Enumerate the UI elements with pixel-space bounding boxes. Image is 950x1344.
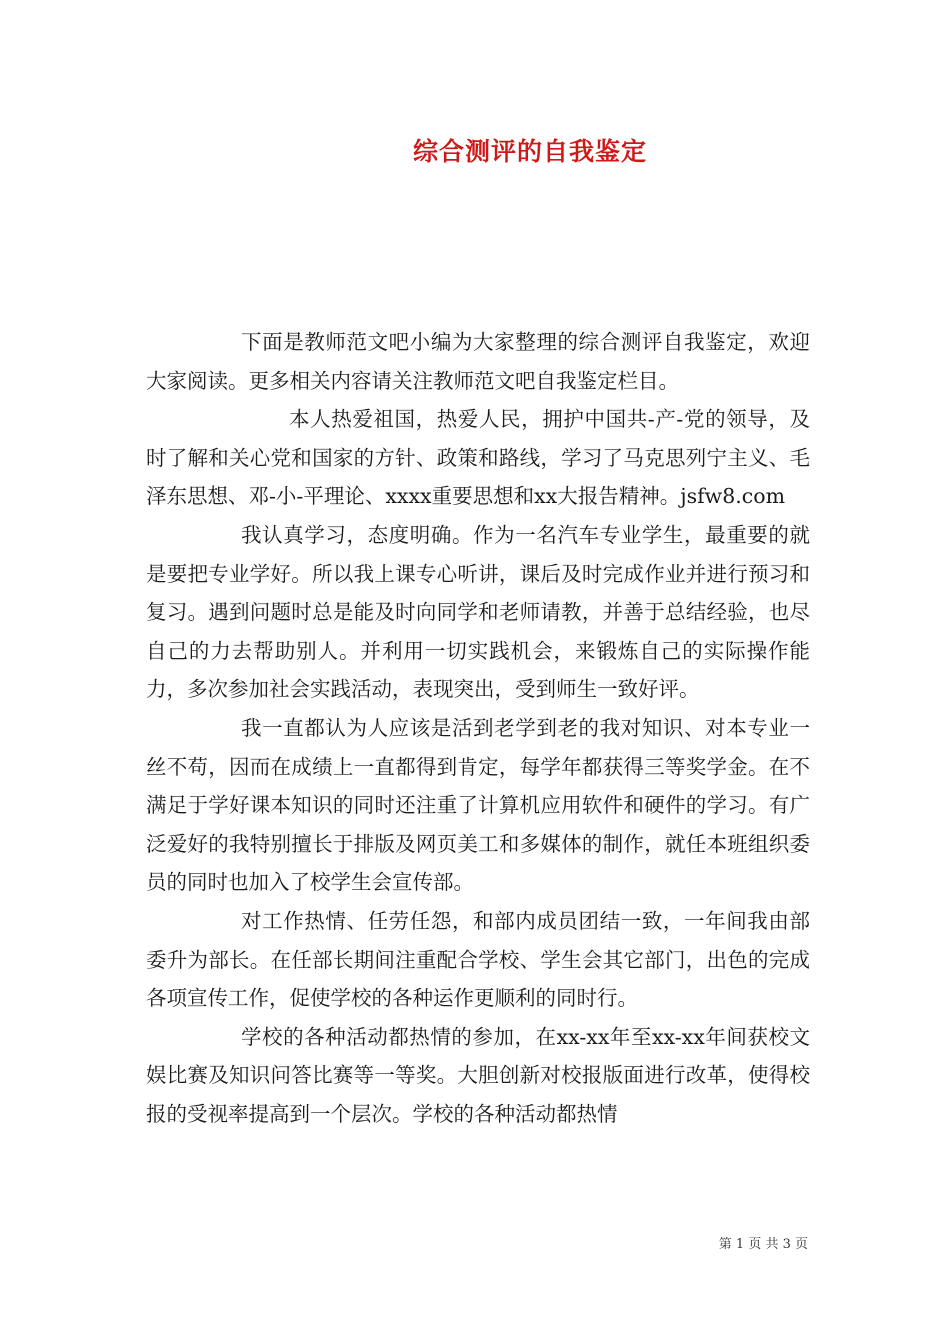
paragraph-patriotism: 本人热爱祖国，热爱人民，拥护中国共-产-党的领导，及时了解和关心党和国家的方针、政策和路线，学习了马克思列宁主义、毛泽东思想、邓-小-平理论、xxxx重要思想和xx大报告精神。jsfw8.com	[146, 407, 810, 509]
paragraph-study: 我认真学习，态度明确。作为一名汽车专业学生，最重要的就是要把专业学好。所以我上课专心听讲，课后及时完成作业并进行预习和复习。遇到问题时总是能及时向同学和老师请教，并善于总结经验，也尽自己的力去帮助别人。并利用一切实践机会，来锻炼自己的实际操作能力，多次参加社会实践活动，表现突出，受到师生一致好评。	[146, 522, 810, 702]
document-body	[146, 323, 810, 1133]
document-title: 综合测评的自我鉴定	[412, 137, 647, 166]
paragraph-activities: 学校的各种活动都热情的参加，在xx-xx年至xx-xx年间获校文娱比赛及知识问答比赛等一等奖。大胆创新对校报版面进行改革，使得校报的受视率提高到一个层次。学校的各种活动都热情	[146, 1024, 810, 1126]
paragraph-work: 对工作热情、任劳任怨，和部内成员团结一致，一年间我由部委升为部长。在任部长期间注重配合学校、学生会其它部门，出色的完成各项宣传工作，促使学校的各种运作更顺利的同时行。	[146, 908, 810, 1011]
paragraph-intro: 下面是教师范文吧小编为大家整理的综合测评自我鉴定，欢迎大家阅读。更多相关内容请关注教师范文吧自我鉴定栏目。	[146, 330, 810, 393]
paragraph-knowledge: 我一直都认为人应该是活到老学到老的我对知识、对本专业一丝不苟，因而在成绩上一直都得到肯定，每学年都获得三等奖学金。在不满足于学好课本知识的同时还注重了计算机应用软件和硬件的学习。有广泛爱好的我特别擅长于排版及网页美工和多媒体的制作，就任本班组织委员的同时也加入了校学生会宣传部。	[146, 715, 810, 895]
page-number: 第 1 页 共 3 页	[718, 1237, 808, 1252]
